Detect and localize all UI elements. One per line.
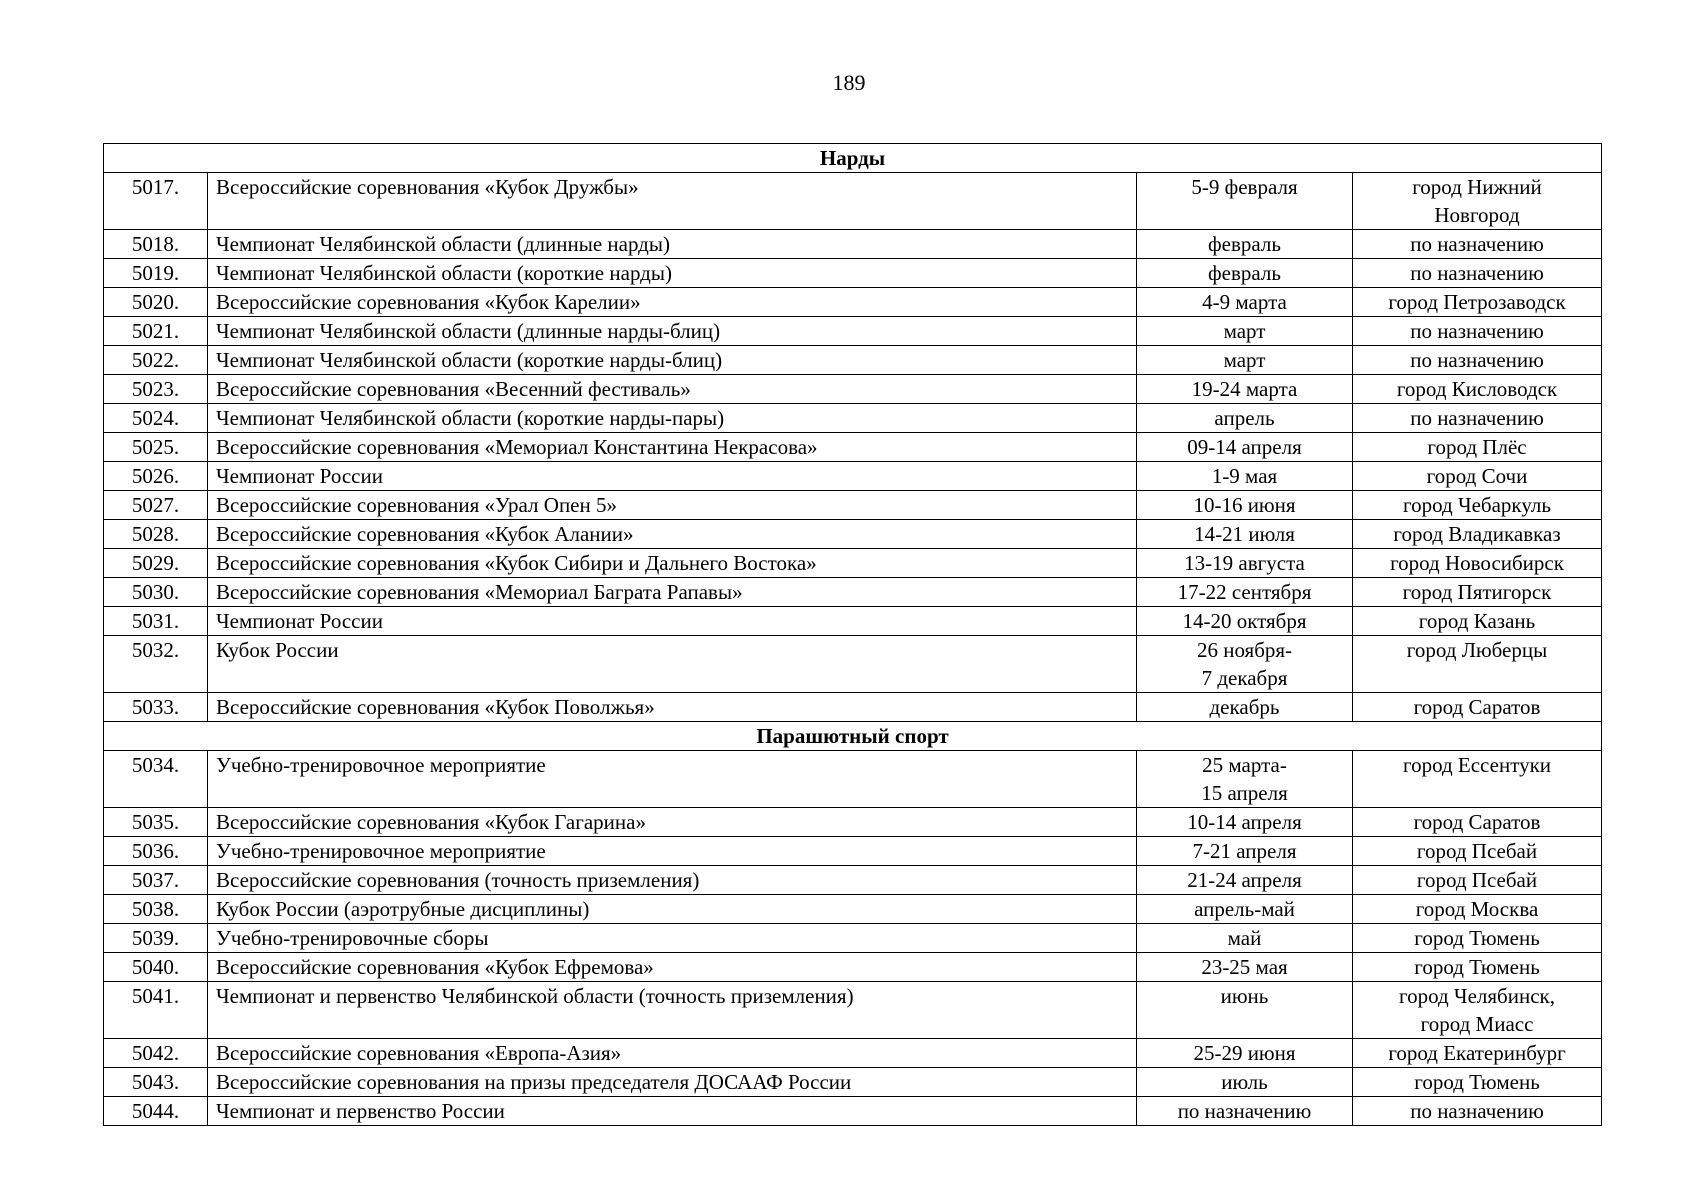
table-row xyxy=(104,462,1602,491)
event-place xyxy=(1353,1039,1602,1068)
event-date xyxy=(1137,259,1353,288)
event-name: Чемпионат и первенство России xyxy=(208,1097,1137,1126)
event-number: 5018. xyxy=(104,230,208,259)
event-place-line: по назначению xyxy=(1410,319,1544,343)
event-name: Чемпионат России xyxy=(208,607,1137,636)
event-date xyxy=(1137,173,1353,230)
event-date-line: 5-9 февраля xyxy=(1191,175,1298,199)
event-name: Всероссийские соревнования «Мемориал Константина Некрасова» xyxy=(208,433,1137,462)
table-row xyxy=(104,259,1602,288)
event-place xyxy=(1353,924,1602,953)
event-place xyxy=(1353,636,1602,693)
event-place xyxy=(1353,259,1602,288)
event-date-line: 1-9 мая xyxy=(1211,464,1278,488)
event-date xyxy=(1137,230,1353,259)
event-date xyxy=(1137,317,1353,346)
event-number: 5022. xyxy=(104,346,208,375)
event-date-line: 4-9 марта xyxy=(1202,290,1287,314)
event-name: Учебно-тренировочные сборы xyxy=(208,924,1137,953)
event-date xyxy=(1137,1068,1353,1097)
event-number: 5020. xyxy=(104,288,208,317)
event-date-line: 19-24 марта xyxy=(1191,377,1298,401)
table-row xyxy=(104,1097,1602,1126)
table-row xyxy=(104,230,1602,259)
event-place xyxy=(1353,895,1602,924)
event-date xyxy=(1137,404,1353,433)
event-date-line: 17-22 сентября xyxy=(1177,580,1312,604)
section-title: Нарды xyxy=(104,144,1602,173)
event-place xyxy=(1353,491,1602,520)
event-date-line: 14-21 июля xyxy=(1194,522,1295,546)
event-place xyxy=(1353,751,1602,808)
event-place-line: город Саратов xyxy=(1413,695,1541,719)
event-name: Чемпионат Челябинской области (длинные нарды) xyxy=(208,230,1137,259)
event-place-line: город Чебаркуль xyxy=(1403,493,1551,517)
events-table-body xyxy=(104,144,1602,1126)
event-place-line: город Саратов xyxy=(1413,810,1541,834)
event-name: Всероссийские соревнования «Весенний фестиваль» xyxy=(208,375,1137,404)
event-date-line: 15 апреля xyxy=(1201,781,1288,805)
event-date-line: июль xyxy=(1221,1070,1268,1094)
event-date-line: 26 ноября- xyxy=(1196,638,1293,662)
event-number: 5030. xyxy=(104,578,208,607)
table-row xyxy=(104,808,1602,837)
event-place-line: по назначению xyxy=(1410,261,1544,285)
table-row xyxy=(104,404,1602,433)
table-row xyxy=(104,520,1602,549)
event-number: 5026. xyxy=(104,462,208,491)
event-number: 5040. xyxy=(104,953,208,982)
event-place-line: город Екатеринбург xyxy=(1388,1041,1566,1065)
event-number: 5039. xyxy=(104,924,208,953)
event-place xyxy=(1353,866,1602,895)
event-date-line: по назначению xyxy=(1177,1099,1312,1123)
section-title: Парашютный спорт xyxy=(104,722,1602,751)
event-place-line: город Кисловодск xyxy=(1396,377,1558,401)
event-name: Учебно-тренировочное мероприятие xyxy=(208,837,1137,866)
event-date-line: 25-29 июня xyxy=(1193,1041,1296,1065)
event-date-line: 21-24 апреля xyxy=(1187,868,1302,892)
event-number: 5035. xyxy=(104,808,208,837)
event-name: Учебно-тренировочное мероприятие xyxy=(208,751,1137,808)
event-date xyxy=(1137,375,1353,404)
event-date xyxy=(1137,462,1353,491)
table-row xyxy=(104,317,1602,346)
event-date xyxy=(1137,866,1353,895)
event-date-line: 14-20 октября xyxy=(1182,609,1307,633)
event-place xyxy=(1353,288,1602,317)
section-header-row xyxy=(104,722,1602,751)
event-place-line: город Москва xyxy=(1415,897,1539,921)
event-place-line: город Сочи xyxy=(1426,464,1528,488)
event-name: Всероссийские соревнования «Кубок Гагарина» xyxy=(208,808,1137,837)
event-place-line: город Люберцы xyxy=(1406,638,1548,662)
event-place-line: город Казань xyxy=(1418,609,1536,633)
event-date xyxy=(1137,549,1353,578)
event-name: Чемпионат Челябинской области (короткие нарды-пары) xyxy=(208,404,1137,433)
event-place-line: по назначению xyxy=(1410,1099,1544,1123)
event-date-line: июнь xyxy=(1220,984,1269,1008)
event-place xyxy=(1353,837,1602,866)
event-name: Всероссийские соревнования «Европа-Азия» xyxy=(208,1039,1137,1068)
event-date xyxy=(1137,607,1353,636)
event-date-line: 10-16 июня xyxy=(1193,493,1296,517)
event-name: Всероссийские соревнования «Кубок Поволжья» xyxy=(208,693,1137,722)
event-date-line: 09-14 апреля xyxy=(1187,435,1302,459)
event-date xyxy=(1137,924,1353,953)
table-row xyxy=(104,693,1602,722)
event-place-line: Новгород xyxy=(1434,203,1520,227)
table-row xyxy=(104,433,1602,462)
event-date-line: 10-14 апреля xyxy=(1187,810,1302,834)
event-place xyxy=(1353,462,1602,491)
event-date-line: апрель-май xyxy=(1194,897,1295,921)
event-place-line: по назначению xyxy=(1410,406,1544,430)
event-place-line: город Псебай xyxy=(1416,868,1538,892)
event-place-line: город Петрозаводск xyxy=(1388,290,1566,314)
event-date-line: 23-25 мая xyxy=(1201,955,1288,979)
event-number: 5017. xyxy=(104,173,208,230)
event-date-line: 7-21 апреля xyxy=(1192,839,1297,863)
table-row xyxy=(104,375,1602,404)
event-name: Всероссийские соревнования «Кубок Алании» xyxy=(208,520,1137,549)
event-date-line: 7 декабря xyxy=(1201,666,1288,690)
event-place-line: город Нижний xyxy=(1412,175,1542,199)
events-table xyxy=(103,143,1602,1126)
event-date xyxy=(1137,953,1353,982)
event-date xyxy=(1137,1039,1353,1068)
event-place-line: по назначению xyxy=(1410,348,1544,372)
event-number: 5032. xyxy=(104,636,208,693)
event-date xyxy=(1137,433,1353,462)
event-place xyxy=(1353,230,1602,259)
event-name: Всероссийские соревнования «Кубок Карелии» xyxy=(208,288,1137,317)
event-number: 5041. xyxy=(104,982,208,1039)
event-place xyxy=(1353,1068,1602,1097)
event-number: 5044. xyxy=(104,1097,208,1126)
event-date xyxy=(1137,346,1353,375)
event-name: Всероссийские соревнования «Мемориал Баграта Рапавы» xyxy=(208,578,1137,607)
event-place-line: город Миасс xyxy=(1420,1012,1534,1036)
event-name: Всероссийские соревнования на призы председателя ДОСААФ России xyxy=(208,1068,1137,1097)
event-date xyxy=(1137,693,1353,722)
event-place xyxy=(1353,1097,1602,1126)
event-place xyxy=(1353,578,1602,607)
table-row xyxy=(104,578,1602,607)
event-place xyxy=(1353,317,1602,346)
event-place xyxy=(1353,404,1602,433)
event-number: 5042. xyxy=(104,1039,208,1068)
event-place xyxy=(1353,953,1602,982)
event-place-line: город Тюмень xyxy=(1414,955,1540,979)
event-date xyxy=(1137,837,1353,866)
event-number: 5037. xyxy=(104,866,208,895)
event-date xyxy=(1137,982,1353,1039)
event-number: 5031. xyxy=(104,607,208,636)
table-row xyxy=(104,491,1602,520)
event-date-line: май xyxy=(1227,926,1262,950)
event-place-line: город Тюмень xyxy=(1414,926,1540,950)
event-place-line: по назначению xyxy=(1410,232,1544,256)
event-name: Чемпионат и первенство Челябинской области (точность приземления) xyxy=(208,982,1137,1039)
event-date-line: февраль xyxy=(1208,232,1281,256)
event-date xyxy=(1137,1097,1353,1126)
event-name: Всероссийские соревнования «Кубок Дружбы» xyxy=(208,173,1137,230)
table-row xyxy=(104,953,1602,982)
event-name: Всероссийские соревнования (точность приземления) xyxy=(208,866,1137,895)
event-place-line: город Пятигорск xyxy=(1402,580,1552,604)
table-row xyxy=(104,173,1602,230)
event-place-line: город Владикавказ xyxy=(1393,522,1561,546)
event-date-line: апрель xyxy=(1214,406,1275,430)
event-number: 5025. xyxy=(104,433,208,462)
event-number: 5033. xyxy=(104,693,208,722)
event-place-line: город Ессентуки xyxy=(1402,753,1552,777)
table-row xyxy=(104,751,1602,808)
table-row xyxy=(104,837,1602,866)
event-place xyxy=(1353,520,1602,549)
event-number: 5034. xyxy=(104,751,208,808)
event-number: 5027. xyxy=(104,491,208,520)
event-place xyxy=(1353,982,1602,1039)
event-date xyxy=(1137,491,1353,520)
event-date-line: декабрь xyxy=(1209,695,1280,719)
event-date-line: 13-19 августа xyxy=(1184,551,1305,575)
event-place-line: город Псебай xyxy=(1416,839,1538,863)
event-date xyxy=(1137,895,1353,924)
event-place-line: город Плёс xyxy=(1427,435,1527,459)
event-name: Всероссийские соревнования «Кубок Сибири и Дальнего Востока» xyxy=(208,549,1137,578)
event-number: 5021. xyxy=(104,317,208,346)
event-number: 5028. xyxy=(104,520,208,549)
event-number: 5024. xyxy=(104,404,208,433)
table-row xyxy=(104,866,1602,895)
table-row xyxy=(104,346,1602,375)
event-name: Чемпионат Челябинской области (длинные нарды-блиц) xyxy=(208,317,1137,346)
section-header-row xyxy=(104,144,1602,173)
table-row xyxy=(104,982,1602,1039)
event-number: 5029. xyxy=(104,549,208,578)
event-number: 5036. xyxy=(104,837,208,866)
event-date xyxy=(1137,520,1353,549)
event-place-line: город Тюмень xyxy=(1414,1070,1540,1094)
table-row xyxy=(104,636,1602,693)
table-row xyxy=(104,549,1602,578)
event-place xyxy=(1353,607,1602,636)
event-place xyxy=(1353,549,1602,578)
table-row xyxy=(104,1068,1602,1097)
event-date-line: 25 марта- xyxy=(1202,753,1287,777)
event-place xyxy=(1353,346,1602,375)
page-number: 189 xyxy=(832,70,866,95)
event-place xyxy=(1353,173,1602,230)
event-name: Кубок России xyxy=(208,636,1137,693)
event-name: Кубок России (аэротрубные дисциплины) xyxy=(208,895,1137,924)
event-name: Всероссийские соревнования «Урал Опен 5» xyxy=(208,491,1137,520)
event-name: Чемпионат России xyxy=(208,462,1137,491)
table-row xyxy=(104,607,1602,636)
event-number: 5043. xyxy=(104,1068,208,1097)
event-number: 5019. xyxy=(104,259,208,288)
event-place xyxy=(1353,433,1602,462)
event-date-line: март xyxy=(1223,348,1266,372)
event-place xyxy=(1353,693,1602,722)
table-row xyxy=(104,895,1602,924)
event-number: 5023. xyxy=(104,375,208,404)
event-number: 5038. xyxy=(104,895,208,924)
event-date xyxy=(1137,808,1353,837)
event-place xyxy=(1353,375,1602,404)
event-date-line: февраль xyxy=(1208,261,1281,285)
event-date xyxy=(1137,578,1353,607)
event-date xyxy=(1137,288,1353,317)
event-place-line: город Новосибирск xyxy=(1390,551,1564,575)
event-name: Всероссийские соревнования «Кубок Ефремова» xyxy=(208,953,1137,982)
table-row xyxy=(104,1039,1602,1068)
table-row xyxy=(104,924,1602,953)
event-place xyxy=(1353,808,1602,837)
event-name: Чемпионат Челябинской области (короткие нарды-блиц) xyxy=(208,346,1137,375)
event-date-line: март xyxy=(1223,319,1266,343)
event-place-line: город Челябинск, xyxy=(1399,984,1555,1008)
event-date xyxy=(1137,751,1353,808)
event-name: Чемпионат Челябинской области (короткие нарды) xyxy=(208,259,1137,288)
table-row xyxy=(104,288,1602,317)
event-date xyxy=(1137,636,1353,693)
